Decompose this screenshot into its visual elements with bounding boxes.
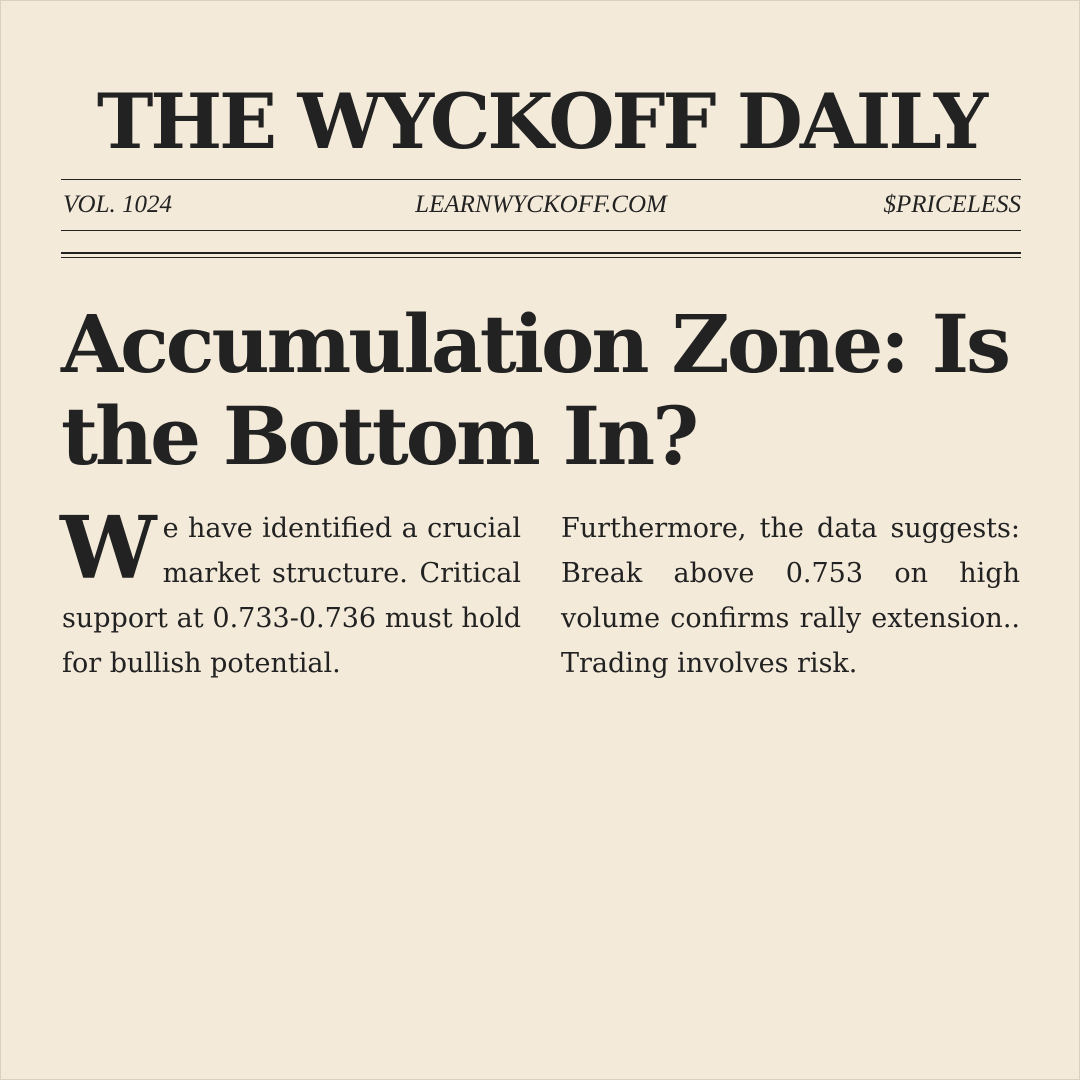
volume-label: VOL. 1024 bbox=[63, 191, 172, 218]
price-label: $PRICELESS bbox=[883, 191, 1021, 218]
article-headline: Accumulation Zone: Is the Bottom In? bbox=[61, 297, 1009, 483]
double-divider bbox=[61, 252, 1021, 258]
article-column-right bbox=[561, 506, 1020, 686]
masthead-title: THE WYCKOFF DAILY bbox=[96, 77, 986, 166]
meta-bar bbox=[61, 179, 1021, 231]
website-label: LEARNWYCKOFF.COM bbox=[415, 191, 667, 218]
drop-cap: W bbox=[60, 498, 157, 599]
column-left-text: e have identified a crucial market structure. Critical support at 0.733-0.736 must hold for bullish potential. bbox=[62, 513, 521, 679]
column-right-text: Furthermore, the data suggests: Break above 0.753 on high volume confirms rally extension.. Trading involves risk. bbox=[561, 513, 1020, 679]
article-column-left bbox=[60, 498, 521, 686]
